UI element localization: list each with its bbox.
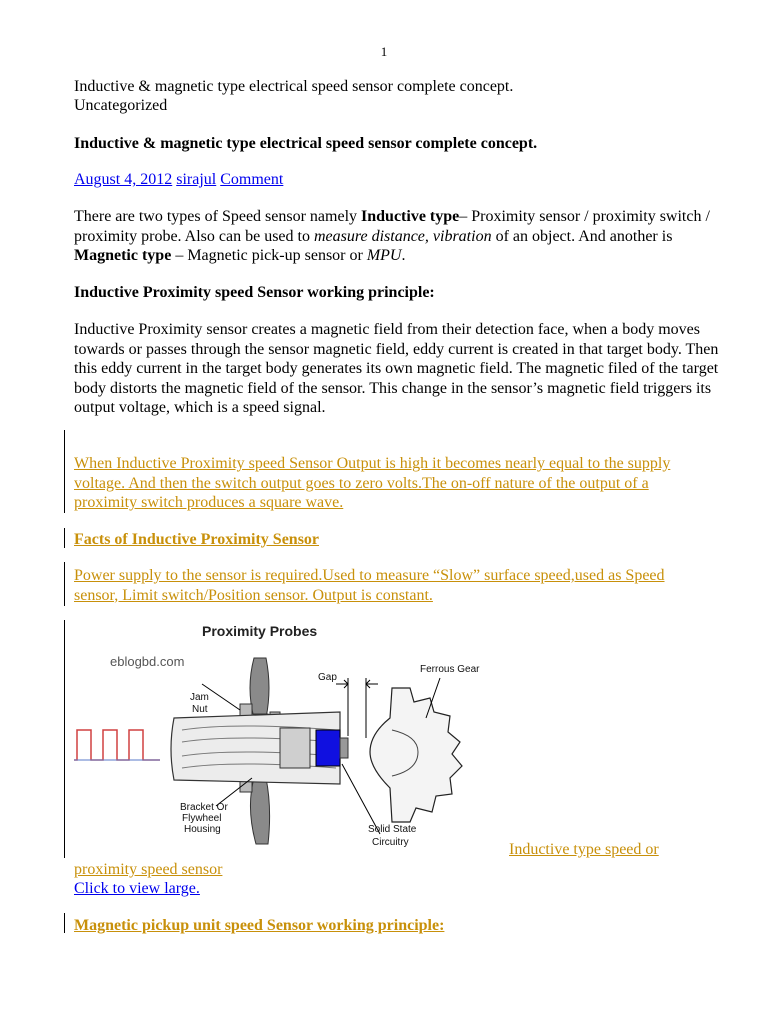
label-bracket-1: Bracket Or — [180, 802, 228, 813]
section1-heading-text: Inductive Proximity speed Sensor working principle: — [74, 284, 435, 301]
power-link-paragraph — [74, 566, 704, 605]
post-meta — [74, 170, 734, 190]
quote-bar — [64, 430, 65, 513]
post-title — [74, 134, 734, 154]
sensor-face — [316, 730, 340, 766]
square-wave-icon — [74, 730, 160, 760]
intro-paragraph — [74, 207, 736, 266]
figure-title: Proximity Probes — [202, 623, 318, 639]
magnetic-heading — [74, 916, 734, 936]
facts-link[interactable]: Facts of Inductive Proximity Sensor — [74, 531, 320, 548]
section1-body: Inductive Proximity sensor creates a magnetic field from their detection face, when a body moves towards or passes through the sensor magnetic field, eddy current is created in that target body. Then this eddy current in the target body generates its own magnetic field. The magnetic filed of the target body distorts the magnetic field of the sensor. This change in the sensor’s magnetic field triggers its output voltage, which is a speed signal. — [74, 321, 719, 416]
label-jam: Jam — [190, 692, 209, 703]
intro-text-3: of an object. And another is — [491, 227, 673, 245]
bracket-housing — [250, 658, 269, 718]
section1-heading — [74, 283, 734, 303]
facts-heading — [74, 530, 734, 550]
header-title: Inductive & magnetic type electrical speed sensor complete concept. — [74, 78, 514, 95]
caption-link-part1[interactable]: Inductive type speed or — [509, 841, 659, 858]
page-number: 1 — [380, 44, 388, 59]
quote-bar — [64, 620, 65, 858]
quote-bar — [64, 528, 65, 548]
date-link[interactable]: August 4, 2012 — [74, 171, 173, 188]
click-to-view-link[interactable]: Click to view large. — [74, 880, 200, 897]
label-solid-state-2: Circuitry — [372, 837, 409, 848]
figure-caption-right — [509, 840, 659, 860]
magnetic-link[interactable]: Magnetic pickup unit speed Sensor working principle: — [74, 917, 445, 934]
intro-text-5: . — [401, 247, 406, 264]
proximity-probe-figure[interactable] — [74, 618, 510, 858]
label-bracket-3: Housing — [184, 824, 221, 835]
ferrous-gear — [370, 688, 462, 822]
caption-link-part2[interactable]: proximity speed sensor — [74, 861, 223, 878]
click-to-view — [74, 879, 734, 899]
intro-italic-measure: measure distance, vibration — [313, 227, 492, 245]
power-link[interactable]: Power supply to the sensor is required.Used to measure “Slow” surface speed,used as Speed sensor, Limit switch/Position sensor. Output is constant. — [74, 567, 665, 604]
intro-text-4: – Magnetic pick-up sensor or — [171, 247, 367, 264]
intro-bold-inductive: Inductive type — [361, 208, 460, 225]
comment-link[interactable]: Comment — [220, 171, 284, 188]
intro-bold-magnetic: Magnetic type — [74, 247, 172, 264]
quote-bar — [64, 562, 65, 606]
figure-caption-left — [74, 860, 734, 880]
label-nut: Nut — [192, 704, 208, 715]
intro-text-2: – Proximity sensor / proximity switch / proximity probe. Also can be used to — [74, 208, 710, 245]
label-bracket-2: Flywheel — [182, 813, 222, 824]
label-gap: Gap — [318, 672, 337, 683]
figure-watermark: eblogbd.com — [110, 654, 185, 669]
sensor-body — [171, 712, 340, 784]
category-label: Uncategorized — [74, 97, 168, 114]
label-ferrous-gear: Ferrous Gear — [420, 664, 480, 675]
intro-italic-mpu: MPU — [366, 247, 402, 264]
intro-text-1: There are two types of Speed sensor namely — [74, 208, 362, 225]
author-link[interactable]: sirajul — [176, 171, 217, 188]
post-title-text: Inductive & magnetic type electrical speed sensor complete concept. — [74, 135, 538, 152]
quote-bar — [64, 913, 65, 933]
output-link-paragraph — [74, 454, 704, 513]
label-solid-state-1: Solid State — [368, 824, 417, 835]
output-link[interactable]: When Inductive Proximity speed Sensor Output is high it becomes nearly equal to the supply voltage. And then the switch output goes to zero volts.The on-off nature of the output of a proximity switch produces a square wave. — [74, 455, 671, 511]
